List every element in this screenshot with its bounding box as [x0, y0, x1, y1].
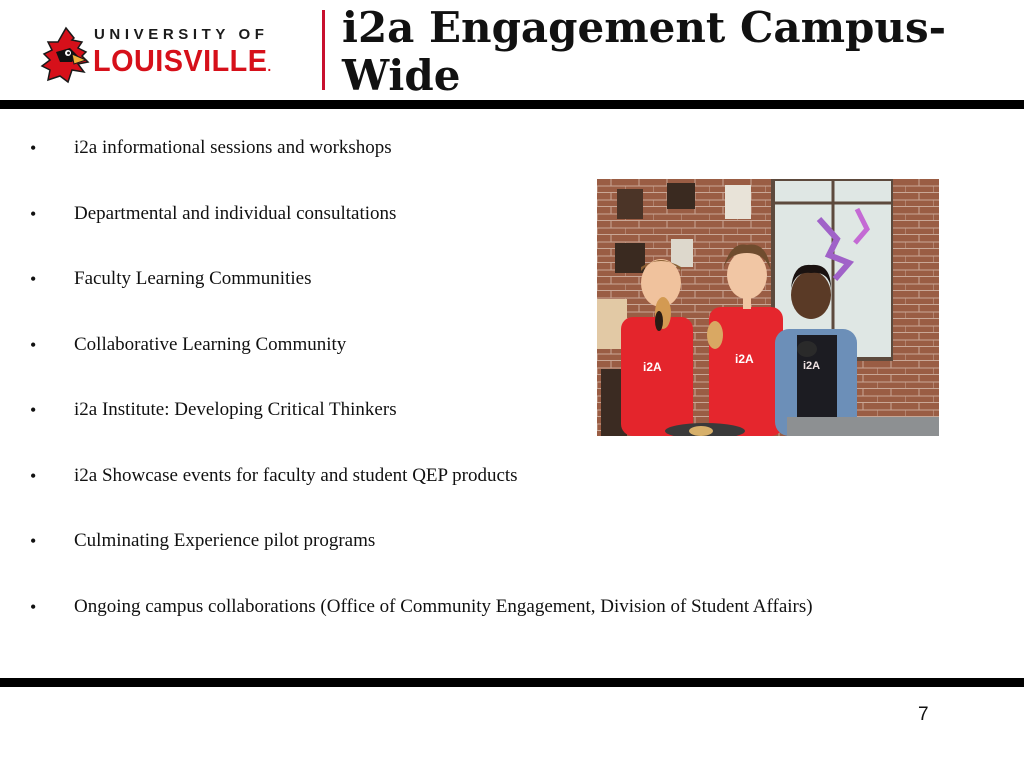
slide-title: i2a Engagement Campus-Wide: [342, 3, 947, 100]
bullet-dot: •: [30, 596, 37, 617]
bullet-dot: •: [30, 203, 37, 224]
bullet-item: • i2a Institute: Developing Critical Thinkers: [30, 396, 813, 462]
page-number: 7: [918, 704, 929, 725]
bullet-dot: •: [30, 334, 37, 355]
header-divider: [322, 10, 325, 90]
bullet-dot: •: [30, 465, 37, 486]
bullet-dot: •: [30, 531, 37, 551]
photo-illustration-icon: [597, 179, 939, 436]
shirt-text: i2A: [803, 360, 821, 372]
bullet-item: • i2a informational sessions and workshops: [30, 134, 813, 200]
students-photo: [597, 179, 939, 436]
bullet-item: • Faculty Learning Communities: [30, 265, 813, 331]
cardinal-bird-icon: [38, 26, 94, 88]
university-logo: [38, 22, 300, 86]
bullet-item: • Collaborative Learning Community: [30, 331, 813, 397]
bullet-item: • Culminating Experience pilot programs: [30, 527, 813, 593]
bullet-dot: •: [30, 269, 37, 289]
top-rule: [0, 100, 1024, 109]
bullet-item: • Departmental and individual consultations: [30, 200, 813, 266]
bullet-dot: •: [30, 138, 37, 158]
logo-louisville: LOUISVILLE.: [93, 43, 272, 78]
bullet-item: • Ongoing campus collaborations (Office of Community Engagement, Division of Student Affairs): [30, 593, 813, 659]
shirt-text: i2A: [735, 352, 754, 366]
bullet-item: • i2a Showcase events for faculty and student QEP products: [30, 462, 813, 528]
bottom-rule: [0, 678, 1024, 687]
logo-university-of: UNIVERSITY OF: [94, 26, 269, 43]
shirt-text: i2A: [643, 360, 662, 374]
bullet-dot: •: [30, 400, 37, 420]
